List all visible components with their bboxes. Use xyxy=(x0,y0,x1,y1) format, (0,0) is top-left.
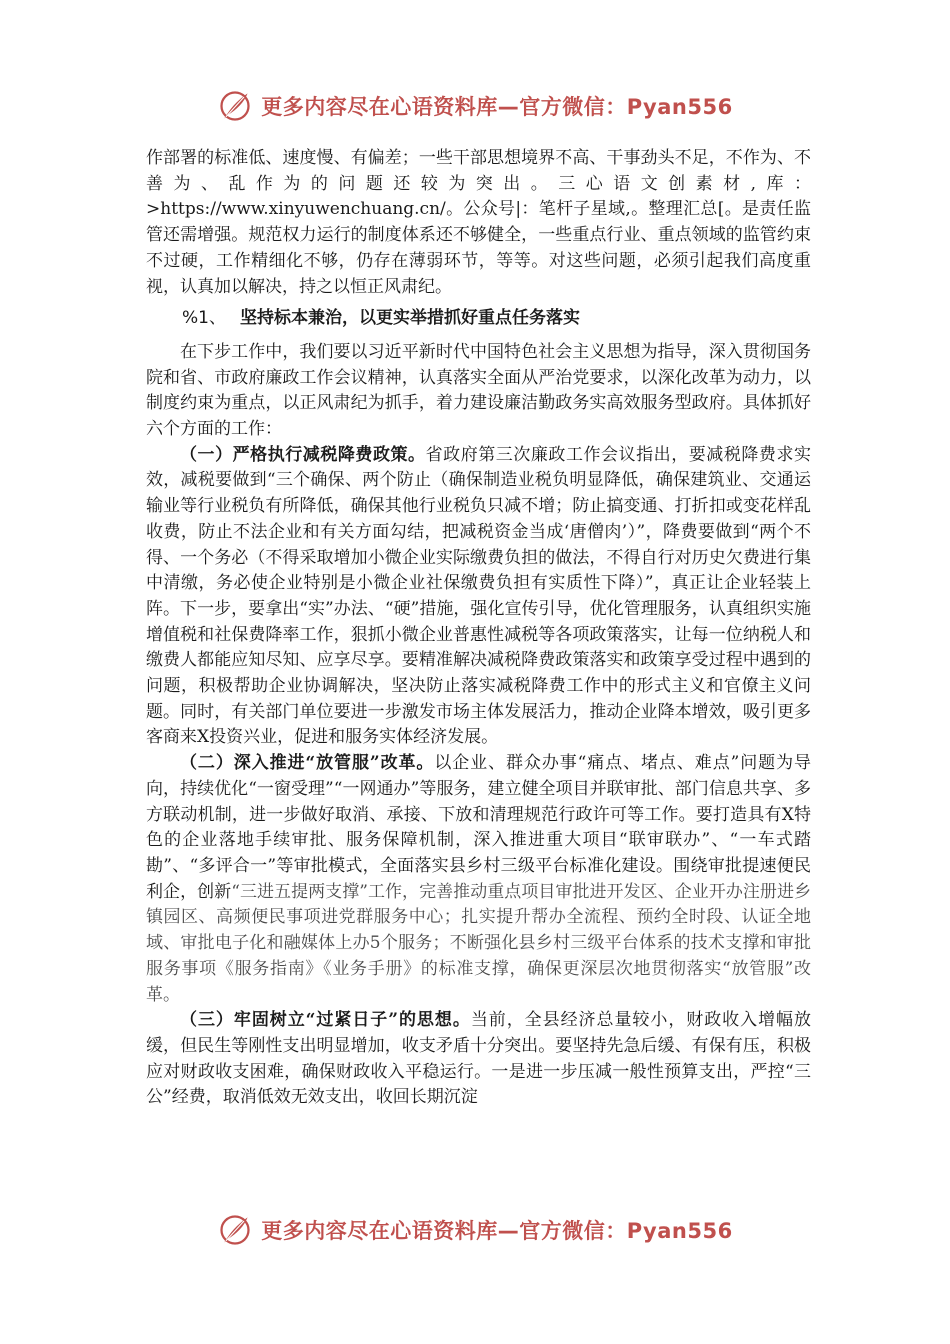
item-3-paragraph xyxy=(146,1008,811,1111)
header-banner xyxy=(0,86,950,126)
item-2-title: （二）深入推进“放管服”改革。 xyxy=(180,753,435,774)
section-number: %1、 xyxy=(182,308,226,329)
feather-logo-icon xyxy=(217,1212,253,1248)
lead-paragraph: 在下步工作中，我们要以习近平新时代中国特色社会主义思想为指导，深入贯彻国务院和省、市政府廉政工作会议精神，认真落实全面从严治党要求，以深化改革为动力，以制度约束为重点，以正风肃纪为抓手，着力建设廉洁勤政务实高效服务型政府。具体抓好六个方面的工作： xyxy=(146,341,811,440)
item-2-body-continued: “三进五提两支撑”工作，完善推动重点项目审批进开发区、企业开办注册进乡镇园区、高频便民事项进党群服务中心；扎实提升帮办全流程、预约全时段、认证全地域、审批电子化和融媒体上办5个服务；不断强化县乡村三级平台体系的技术支撑和审批服务事项《服务指南》《业务手册》的标准支撑，确保更深层次地贯彻落实“放管服”改革。 xyxy=(146,881,812,1005)
header-banner-text: 更多内容尽在心语资料库—官方微信：Pyan556 xyxy=(261,95,733,119)
item-3-title: （三）牢固树立“过紧日子”的思想。 xyxy=(180,1010,471,1031)
section-heading xyxy=(146,306,811,332)
item-1-title: （一）严格执行减税降费政策。 xyxy=(180,444,426,465)
item-1-body: 省政府第三次廉政工作会议指出，要减税降费求实效，减税要做到“三个确保、两个防止（确保制造业税负明显降低，确保建筑业、交通运输业等行业税负有所降低，确保其他行业税负只减不增；防止搞变通、打折扣或变花样乱收费，防止不法企业和有关方面勾结，把减税资金当成‘唐僧肉’）”，降费要做到“两个不得、一个务必（不得采取增加小微企业实际缴费负担的做法，不得自行对历史欠费进行集中清缴，务必使企业特别是小微企业社保缴费负担有实质性下降）”，真正让企业轻装上阵。下一步，要拿出“实”办法、“硬”措施，强化宣传引导，优化管理服务，认真组织实施增值税和社保费降率工作，狠抓小微企业普惠性减税等各项政策落实，让每一位纳税人和缴费人都能应知尽知、应享尽享。要精准解决减税降费政策落实和政策享受过程中遇到的问题，积极帮助企业协调解决，坚决防止落实减税降费工作中的形式主义和官僚主义问题。同时，有关部门单位要进一步激发市场主体发展活力，推动企业降本增效，吸引更多客商来X投资兴业，促进和服务实体经济发展。 xyxy=(146,444,812,748)
section-title: 坚持标本兼治，以更实举措抓好重点任务落实 xyxy=(239,308,580,329)
footer-banner xyxy=(0,1210,950,1250)
item-2-paragraph xyxy=(146,751,811,1008)
feather-logo-icon xyxy=(217,88,253,124)
document-body xyxy=(146,146,811,1111)
item-3-body: 当前，全县经济总量较小，财政收入增幅放缓，但民生等刚性支出明显增加，收支矛盾十分突出。要坚持先急后缓、有保有压，积极应对财政收支困难，确保财政收入平稳运行。一是进一步压减一般性预算支出，严控“三公”经费，取消低效无效支出，收回长期沉淀 xyxy=(146,1010,812,1108)
item-1-paragraph xyxy=(146,443,811,751)
item-2-body: 以企业、群众办事“痛点、堵点、难点”问题为导向，持续优化“一窗受理”“一网通办”等服务，建立健全项目并联审批、部门信息共享、多方联动机制，进一步做好取消、承接、下放和清理规范行政许可等工作。要打造具有X特色的企业落地手续审批、服务保障机制，深入推进重大项目“联审联办”、“一车式踏勘”、“多评合一”等审批模式，全面落实县乡村三级平台标准化建设。围绕审批提速便民利企，创新 xyxy=(146,753,811,902)
footer-banner-text: 更多内容尽在心语资料库—官方微信：Pyan556 xyxy=(261,1219,733,1243)
intro-paragraph: 作部署的标准低、速度慢、有偏差；一些干部思想境界不高、干事劲头不足，不作为、不善为、乱作为的问题还较为突出。三心语文创素材,库：>https://www.xinyuwenchuang.cn/。公众号|：笔杆子星域,。整理汇总[。是责任监管还需增强。规范权力运行的制度体系还不够健全，一些重点行业、重点领域的监管约束不过硬，工作精细化不够，仍存在薄弱环节，等等。对这些问题，必须引起我们高度重视，认真加以解决，持之以恒正风肃纪。 xyxy=(146,148,811,297)
